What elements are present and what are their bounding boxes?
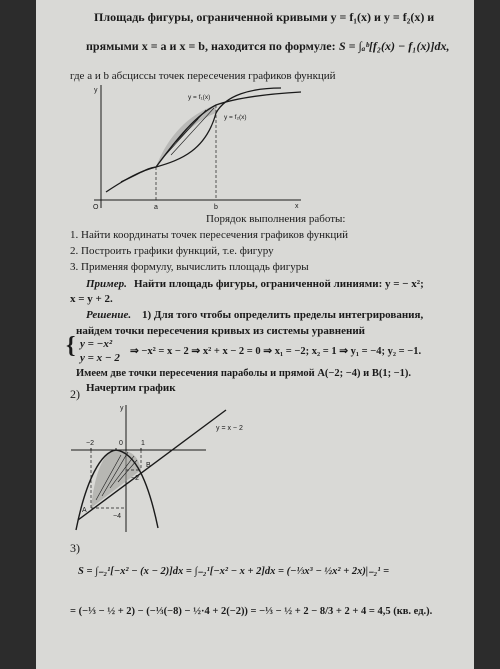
fig1-y-label: y (94, 87, 98, 94)
procedure-title: Порядок выполнения работы: (206, 213, 346, 225)
fig2-tick-y-m2-label: −2 (131, 475, 139, 482)
solution-step-3: 3) (70, 541, 80, 555)
procedure-step-2: 2. Построить графики функций, т.е. фигуру (70, 245, 274, 257)
solution-label: Решение. (86, 309, 132, 321)
fig1-curve2-label: y = f₂(x) (224, 114, 247, 121)
procedure-step-1: 1. Найти координаты точек пересечения графиков функций (70, 229, 349, 241)
system-eq-2: y = x − 2 (80, 352, 120, 364)
solution-step-1b: найдем точки пересечения кривых из системы уравнений (76, 325, 366, 337)
integral-line-1: S = ∫₋₂¹[−x² − (x − 2)]dx = ∫₋₂¹[−x² − x + 2]dx = (−⅓x³ − ½x² + 2x)|₋₂¹ = (78, 566, 390, 577)
document-page (36, 0, 474, 669)
solution-step-1a: 1) Для того чтобы определить пределы интегрирования, (142, 309, 424, 321)
solution-chain: ⇒ −x² = x − 2 ⇒ x² + x − 2 = 0 ⇒ x₁ = −2; x₂ = 1 ⇒ y₁ = −4; y₂ = −1. (130, 346, 422, 357)
fig1-shaded-region (156, 105, 216, 167)
fig1-x-label: x (295, 203, 299, 210)
fig2-y-label: y (120, 405, 124, 412)
fig1-curve1-label: y = f₁(x) (188, 94, 211, 101)
fig1-origin: O (93, 204, 99, 211)
system-eq-1: y = −x² (80, 338, 113, 350)
fig2-tick-y-m4-label: −4 (113, 513, 121, 520)
example-text: Найти площадь фигуры, ограниченной линиями: y = − x²; (134, 278, 424, 290)
system-brace: { (66, 333, 76, 359)
solution-result: Имеем две точки пересечения параболы и прямой A(−2; −4) и B(1; −1). (76, 368, 412, 379)
fig2-tick-1-label: 1 (141, 440, 145, 447)
fig1-curve-f2 (121, 92, 301, 182)
fig2-tick-0-label: 0 (119, 440, 123, 447)
solution-step-2: 2) (70, 387, 80, 401)
figure-1 (76, 80, 306, 210)
example-text-2: x = y + 2. (70, 293, 113, 305)
fig2-line-label: y = x − 2 (216, 425, 243, 432)
fig2-point-A: A (82, 507, 87, 514)
solution-step-2-text: Начертим график (86, 382, 176, 394)
fig1-b-label: b (214, 204, 218, 211)
procedure-step-3: 3. Применяя формулу, вычислить площадь фигуры (70, 261, 309, 273)
intro-line-2: прямыми x = a и x = b, находится по формуле: (86, 39, 336, 53)
intro-formula: S = ∫ₐᵇ[f₂(x) − f₁(x)]dx, (339, 39, 450, 53)
fig2-point-B: B (146, 462, 151, 469)
integral-line-2: = (−⅓ − ½ + 2) − (−⅓(−8) − ½·4 + 2(−2)) = −⅓ − ½ + 2 − 8/3 + 2 + 4 = 4,5 (кв. ед.). (70, 606, 433, 617)
intro-line-3: где a и b абсциссы точек пересечения графиков функций (70, 70, 336, 82)
intro-line-1: Площадь фигуры, ограниченной кривыми y = f₁(x) и y = f₂(x) и (94, 10, 435, 24)
fig2-tick-m2-label: −2 (86, 440, 94, 447)
fig1-a-label: a (154, 204, 158, 211)
example-label: Пример. (86, 278, 127, 290)
figure-2 (66, 400, 266, 532)
